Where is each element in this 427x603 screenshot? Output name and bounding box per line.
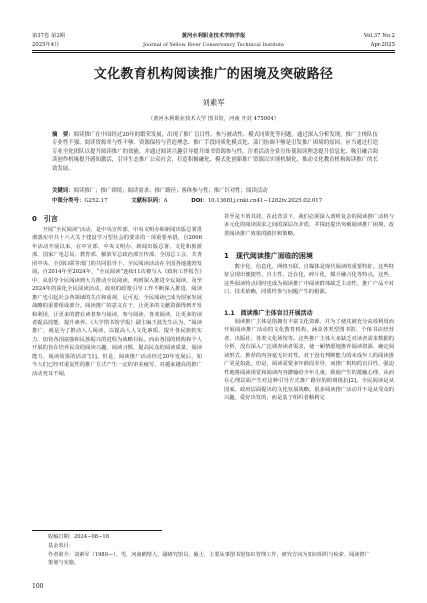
- doc-code-value: A: [163, 198, 168, 204]
- doc-code-label: 文献标识码：: [131, 198, 164, 204]
- abstract-label: 摘 要：: [52, 132, 74, 138]
- subsection-heading-1-1: 1.1 阅读推广主体盲目开展活动: [224, 310, 313, 317]
- body-paragraph: 数字化、信息化、网络互联，自媒体是现代阅读的重要特征。这些特征呈现出便捷性，自主性，泛在化，碎片化，媒介融合化等特点，这些、这些阅读特点同时也成为阅读推广中阅读群体缺乏主动性、推广产品不对口、技术依赖，同质性参与问题产生的根源。: [224, 264, 394, 296]
- header-date-en: Apr.2025: [370, 42, 395, 48]
- header-volume: Vol.37 No.2: [363, 33, 395, 39]
- footnote-author-bio: 作者简介：刘素军（1980—），男，河南鹤壁人，副研究馆员，硕士，主要从事图书馆知识管理工作，研究方向为知识组织与检索、阅读推广策划与实施。: [48, 552, 370, 566]
- author-name: 刘素军: [202, 98, 225, 107]
- clc-value: G252.17: [84, 198, 108, 204]
- keywords-label: 关键词：: [52, 188, 74, 194]
- subsection-1-1-text: [224, 318, 394, 526]
- footnote-received: 收稿日期：2024−08−18: [48, 534, 110, 540]
- page-title: 文化教育机构阅读推广的困境及突破路径: [93, 67, 334, 82]
- doi-label: DOI：: [191, 198, 208, 204]
- journal-name-cn: 黄河水利职业技术学院学报: [181, 33, 246, 39]
- page-number: 100: [32, 583, 44, 590]
- header-date: 2025年4月: [32, 42, 60, 48]
- doi-value: 10.13681j.cnki.cn41−1282tv.2025.02.017: [207, 198, 323, 204]
- body-paragraph: 甚至是不屑其技，在此背景下，我们必须深入剖析复杂的阅读推广动机与多元化的阅读需求之间的深层次矛盾，并探此提出突破阅读推广困境，改善阅读推广效果的路径和策略。: [224, 214, 394, 237]
- author-affiliation: （黄河水利职业技术大学 图书馆，河南 开封 475004）: [147, 116, 280, 122]
- section-heading-1: 1 现代阅读推广面临的困境: [224, 252, 313, 260]
- abstract: [52, 131, 378, 182]
- keywords: [52, 187, 378, 195]
- footnote-rule: [32, 530, 162, 531]
- left-column: [32, 226, 202, 526]
- classification-line: [52, 197, 378, 205]
- section-1-text: [224, 263, 394, 305]
- header-rule: [32, 50, 395, 51]
- abstract-text: 阅读推广在中国经过20年的繁荣发展，出现了推广盲目性、参与被动性、模式同质化等问题。通过深入分析发现，推广主体队伍专业性不强、阅读资源单与性不够、资源保持与营造理念、推广手段同质化模式化、部门协调不够是引发推广困境的原因。应当通过打造专业全化团队以提升阅读推广的效能，并通过阅读兴趣引导提升图书资源参与性，注重活动全景宣传使阅读理念提升信息化、吸引融合阅读创作机缘提升感知激活，引导生态推广公众社会，打造积极融化、模式化创新推广资源以实现机制化，推动文化教育机构阅读推广的长效发展。: [52, 132, 378, 172]
- right-column-top: [224, 213, 394, 247]
- journal-name-en: Journal of Yellow River Conservancy Technical Institute: [143, 42, 284, 48]
- keywords-text: 阅读推广；推广困境；阅读需求；推广路径；客体参与性；推广针对性；阅读活动: [73, 188, 268, 194]
- header-issue: 第37卷 第2期: [32, 33, 65, 39]
- body-paragraph: 开展“全民阅读”活动，是中央宣传部、中央文明办和新闻出版总署贯彻落实中共十六大关于建设学习型社会的要求的一项重要举措，自2006年活动开展以来，在中宣部、中央文明办、新闻出版总署、文化和旅游部、国家广电总局、教育部、解放军总政治部宣传部、全国总工会、共青团中央、全国妇联等部门的共同倡导下，全民阅读活动在全国各地蓬勃发展。自2014年至2024年，“全民阅读”连续11次被写入《政府工作报告》中，从倡导全民阅读到大力推动全民阅读，再到深入推进全民阅读，及至2024年的深化全民阅读活动，政府的政策引导工作不断深入推进，阅读推广也引起社会各领域的关注和重视，足可见，全民阅读已成为国家发展战略的重要组成部分。阅读推广的意义在于，让更多的文献资源得到开发和利用，让更多的潜在读者参与阅读，参与阅读、喜欢阅读，让更多的读者提高技能、提升素养。《大学图书馆学报》副主编王波先生认为，“阅读推广，就是为了推动人人阅读，以提高人人文化素质、提升各民族软实力、加快各国富强和民族振兴的进程为战略目标。而由各国的机构和个人开展的旨在培养民众的阅读兴趣、阅读习惯，提高民众的阅读质量、阅读能力、阅读效果的活动”[1]。但是，阅读推广活动经过20年发展后，如今人们已经对重复性的推广方式产生一定的审美疲劳，对越来越高的推广活动充耳不闻，: [32, 227, 202, 377]
- section-heading-intro: 0 引言: [32, 215, 58, 223]
- body-paragraph: 阅读推广主体是指拥有丰富文化资源、并为了使其被充分高效利用而开展阅读推广活动的文化教育机构，涵盖各类型图书馆、个体书店经营者、出版社、各类文化场馆等。这些推广主体大多缺乏对读者需求数据的分析，没有深入广泛调查读者需求，使一厢情愿地推荐阅读资源、确定阅读形式、推荐的内容毫无针对性。对于没有判断能力的未成年人的阅读推广更是如此。但是，阅读需要多年龄段差异，而推广机构的盲目性，强迫性地将阅读视觉和阅读内容灌输给少年儿童，致使产生的抵触心理，从而在心理层面产生对这种引导方式推广路径的阻碍抵抗[2]。全民阅读是从国家，政府层面提出的文化发展战略。很多阅读推广活动并不是从受众的兴趣，爱好出发的，而是基于组织者顺利完: [224, 319, 394, 402]
- footnote-fund: 基金项目：: [48, 543, 74, 549]
- clc-label: 中图分类号：: [52, 198, 85, 204]
